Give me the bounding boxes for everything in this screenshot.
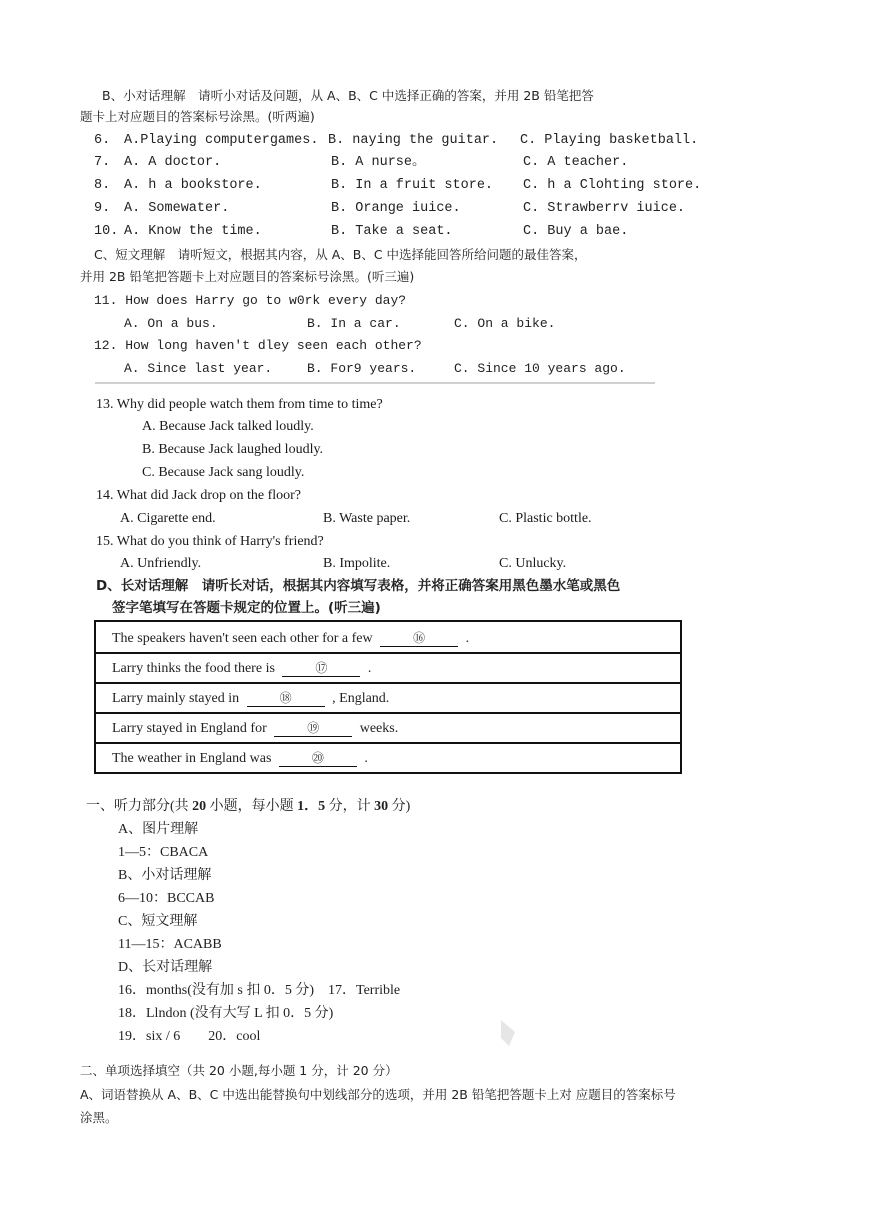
option-a: A. Cigarette end. [120,511,216,526]
answers-title-part: 分，计 [325,799,375,814]
option-b: B. Take a seat. [331,224,453,239]
question-number: 6. [94,133,111,148]
option-c: C. h a Clohting store. [523,178,702,193]
answers-line: 1—5：CBACA [118,845,209,860]
answers-line: 6—10：BCCAB [118,891,215,906]
table-cell [112,659,371,677]
table-cell [112,719,398,737]
question-13-option-b: B. Because Jack laughed loudly. [142,442,324,457]
option-c: C. Strawberrv iuice. [523,201,686,216]
row-text: Larry mainly stayed in [112,691,240,706]
table-cell [112,629,469,647]
row-text: Larry thinks the food there is [112,661,275,676]
option-b: B. naying the guitar. [328,133,499,148]
part2-heading: 二、单项选择填空（共 20 小题,每小题 1 分，计 20 分） [80,1063,398,1078]
section-b-heading: B、小对话理解 请听小对话及问题，从 A、B、C 中选择正确的答案，并用 2B 铅笔把答 [102,88,594,103]
question-12: 12. How long haven't dley seen each other? [94,338,422,353]
option-c: C. On a bike. [454,316,556,331]
answers-line: 18．Llndon (没有大写 L 扣 0．5 分) [118,1006,334,1021]
option-c: C. Since 10 years ago. [454,361,626,376]
fill-in-table [94,620,682,774]
answers-title-part: 一、听力部分(共 [86,799,193,814]
answers-title-points: 1．5 [297,799,326,814]
row-text: The speakers haven't seen each other for a few [112,631,373,646]
option-c: C. Playing basketball. [520,133,699,148]
section-d-heading-cont: 签字笔填写在答题卡规定的位置上。(听三遍) [112,600,381,616]
option-a: A.Playing computergames. [124,133,319,148]
answers-title-part: 小题，每小题 [206,799,298,814]
row-text-after: , England. [332,691,390,706]
section-c-heading-cont: 并用 2B 铅笔把答题卡上对应题目的答案标号涂黑。(听三遍) [80,269,415,284]
question-number: 7. [94,155,111,170]
section-b-heading-cont: 题卡上对应题目的答案标号涂黑。(听两遍) [80,109,315,124]
row-text: Larry stayed in England for [112,721,267,736]
answers-line: 11—15：ACABB [118,937,222,952]
option-a: A. Since last year. [124,361,273,376]
option-b: B. Waste paper. [323,511,411,526]
part2-instructions-cont: 涂黑。 [80,1110,118,1125]
option-b: B. In a car. [307,316,401,331]
question-11: 11. How does Harry go to w0rk every day? [94,293,407,308]
answers-title [86,798,410,816]
answer-blank-16[interactable]: ⑯ [380,629,458,647]
option-c: C. Buy a bae. [523,224,629,239]
section-c-heading: C、短文理解 请听短文，根据其内容，从 A、B、C 中选择能回答所给问题的最佳答案， [94,247,587,262]
part2-instructions: A、词语替换从 A、B、C 中选出能替换句中划线部分的选项，并用 2B 铅笔把答题卡上对 应题目的答案标号 [80,1087,676,1102]
scan-edge [95,382,655,384]
answers-title-count: 20 [192,799,207,814]
option-a: A. A doctor. [124,155,222,170]
option-a: A. Know the time. [124,224,262,239]
answers-line: 19．six / 6 20．cool [118,1029,261,1044]
table-row [96,712,680,744]
question-number: 9. [94,201,111,216]
table-row [96,652,680,684]
answers-line: A、图片理解 [118,822,199,837]
table-row [96,742,680,772]
answers-title-total: 30 [374,799,389,814]
option-b: B. A nurse。 [331,155,426,170]
option-c: C. Unlucky. [499,556,567,571]
option-c: C. A teacher. [523,155,629,170]
scan-mark [497,1018,519,1048]
answers-line: B、小对话理解 [118,868,212,883]
answer-blank-20[interactable]: ⑳ [279,749,357,767]
table-cell [112,749,368,767]
option-a: A. Unfriendly. [120,556,202,571]
answers-line: 16．months(没有加 s 扣 0．5 分) 17．Terrible [118,983,401,998]
question-13-option-c: C. Because Jack sang loudly. [142,465,305,480]
option-b: B. Impolite. [323,556,391,571]
option-b: B. Orange iuice. [331,201,461,216]
table-row [96,622,680,654]
row-text-after: weeks. [359,721,399,736]
question-13-option-a: A. Because Jack talked loudly. [142,419,314,434]
question-number: 10. [94,224,119,239]
answer-blank-18[interactable]: ⑱ [247,689,325,707]
option-b: B. For9 years. [307,361,417,376]
answers-line: C、短文理解 [118,914,198,929]
question-15: 15. What do you think of Harry's friend? [96,534,324,549]
row-text-after: . [364,751,368,766]
option-c: C. Plastic bottle. [499,511,592,526]
answer-blank-17[interactable]: ⑰ [282,659,360,677]
row-text: The weather in England was [112,751,272,766]
option-a: A. h a bookstore. [124,178,262,193]
option-a: A. Somewater. [124,201,230,216]
table-cell [112,689,389,707]
answers-line: D、长对话理解 [118,960,213,975]
answers-title-part: 分) [388,799,411,814]
section-d-heading: D、长对话理解 请听长对话，根据其内容填写表格，并将正确答案用黑色墨水笔或黑色 [96,578,621,594]
answer-blank-19[interactable]: ⑲ [274,719,352,737]
question-14: 14. What did Jack drop on the floor? [96,488,302,503]
row-text-after: . [367,661,372,676]
row-text-after: . [465,631,470,646]
option-b: B. In a fruit store. [331,178,494,193]
table-row [96,682,680,714]
option-a: A. On a bus. [124,316,218,331]
question-number: 8. [94,178,111,193]
question-13: 13. Why did people watch them from time to time? [96,397,383,412]
